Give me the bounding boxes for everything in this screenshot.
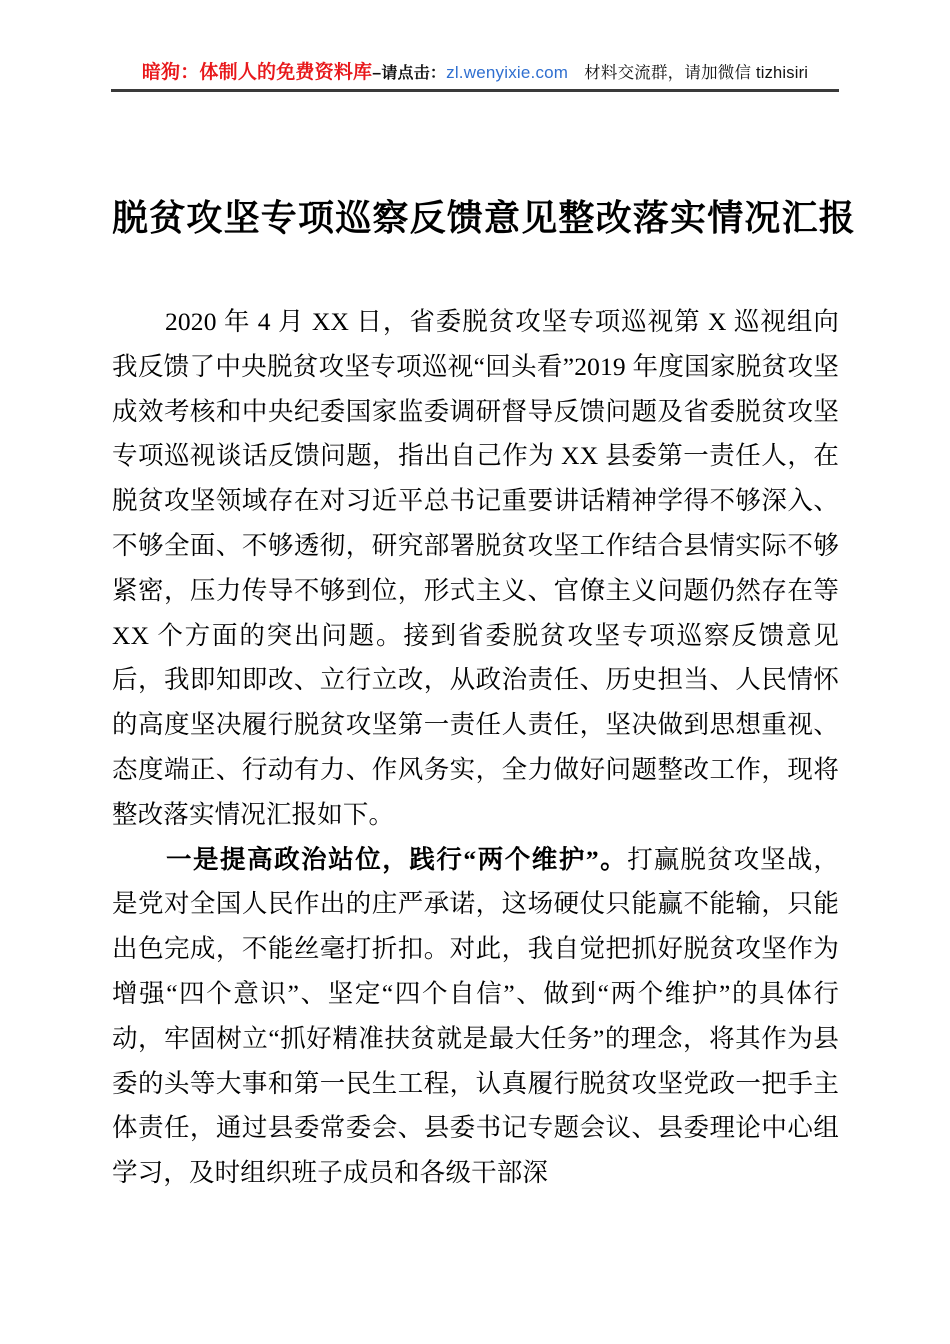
page-title: 脱贫攻坚专项巡察反馈意见整改落实情况汇报 <box>112 198 857 238</box>
promo-brand-label: 暗狗：体制人的免费资料库 <box>141 62 373 83</box>
paragraph-text: 打赢脱贫攻坚战，是党对全国人民作出的庄严承诺，这场硬仗只能赢不能输，只能出色完成，不能丝毫打折扣。对此，我自觉把抓好脱贫攻坚作为增强“四个意识”、坚定“四个自信”、做到“两个维护”的具体行动，牢固树立“抓好精准扶贫就是最大任务”的理念，将其作为县委的头等大事和第一民生工程，认真履行脱贫攻坚党政一把手主体责任，通过县委常委会、县委书记专题会议、县委理论中心组学习，及时组织班子成员和各级干部深 <box>112 844 839 1188</box>
promo-wechat-label: 材料交流群，请加微信 tizhisiri <box>584 64 809 82</box>
paragraph-lead-heading: 一是提高政治站位，践行“两个维护”。 <box>165 844 628 874</box>
promo-cta-label: –请点击： <box>372 65 447 82</box>
paragraph-text: 2020 年 4 月 XX 日，省委脱贫攻坚专项巡视第 X 巡视组向我反馈了中央脱贫攻坚专项巡视“回头看”2019 年度国家脱贫攻坚成效考核和中央纪委国家监委调研督导反馈问题及省委脱贫攻坚专项巡视谈话反馈问题，指出自己作为 XX 县委第一责任人，在脱贫攻坚领域存在对习近平总书记重要讲话精神学得不够深入、不够全面、不够透彻，研究部署脱贫攻坚工作结合县情实际不够紧密，压力传导不够到位，形式主义、官僚主义问题仍然存在等 XX 个方面的突出问题。接到省委脱贫攻坚专项巡察反馈意见后，我即知即改、立行立改，从政治责任、历史担当、人民情怀的高度坚决履行脱贫攻坚第一责任人责任，坚决做到思想重视、态度端正、行动有力、作风务实，全力做好问题整改工作，现将整改落实情况汇报如下。 <box>112 307 839 829</box>
header-divider-rule <box>111 89 839 92</box>
paragraph-section-one <box>112 838 839 1196</box>
promo-header-text <box>142 60 808 86</box>
promo-header-banner <box>0 56 950 100</box>
paragraph-intro <box>112 300 839 838</box>
promo-website-link[interactable]: zl.wenyixie.com <box>446 63 569 82</box>
document-body <box>112 150 857 1196</box>
